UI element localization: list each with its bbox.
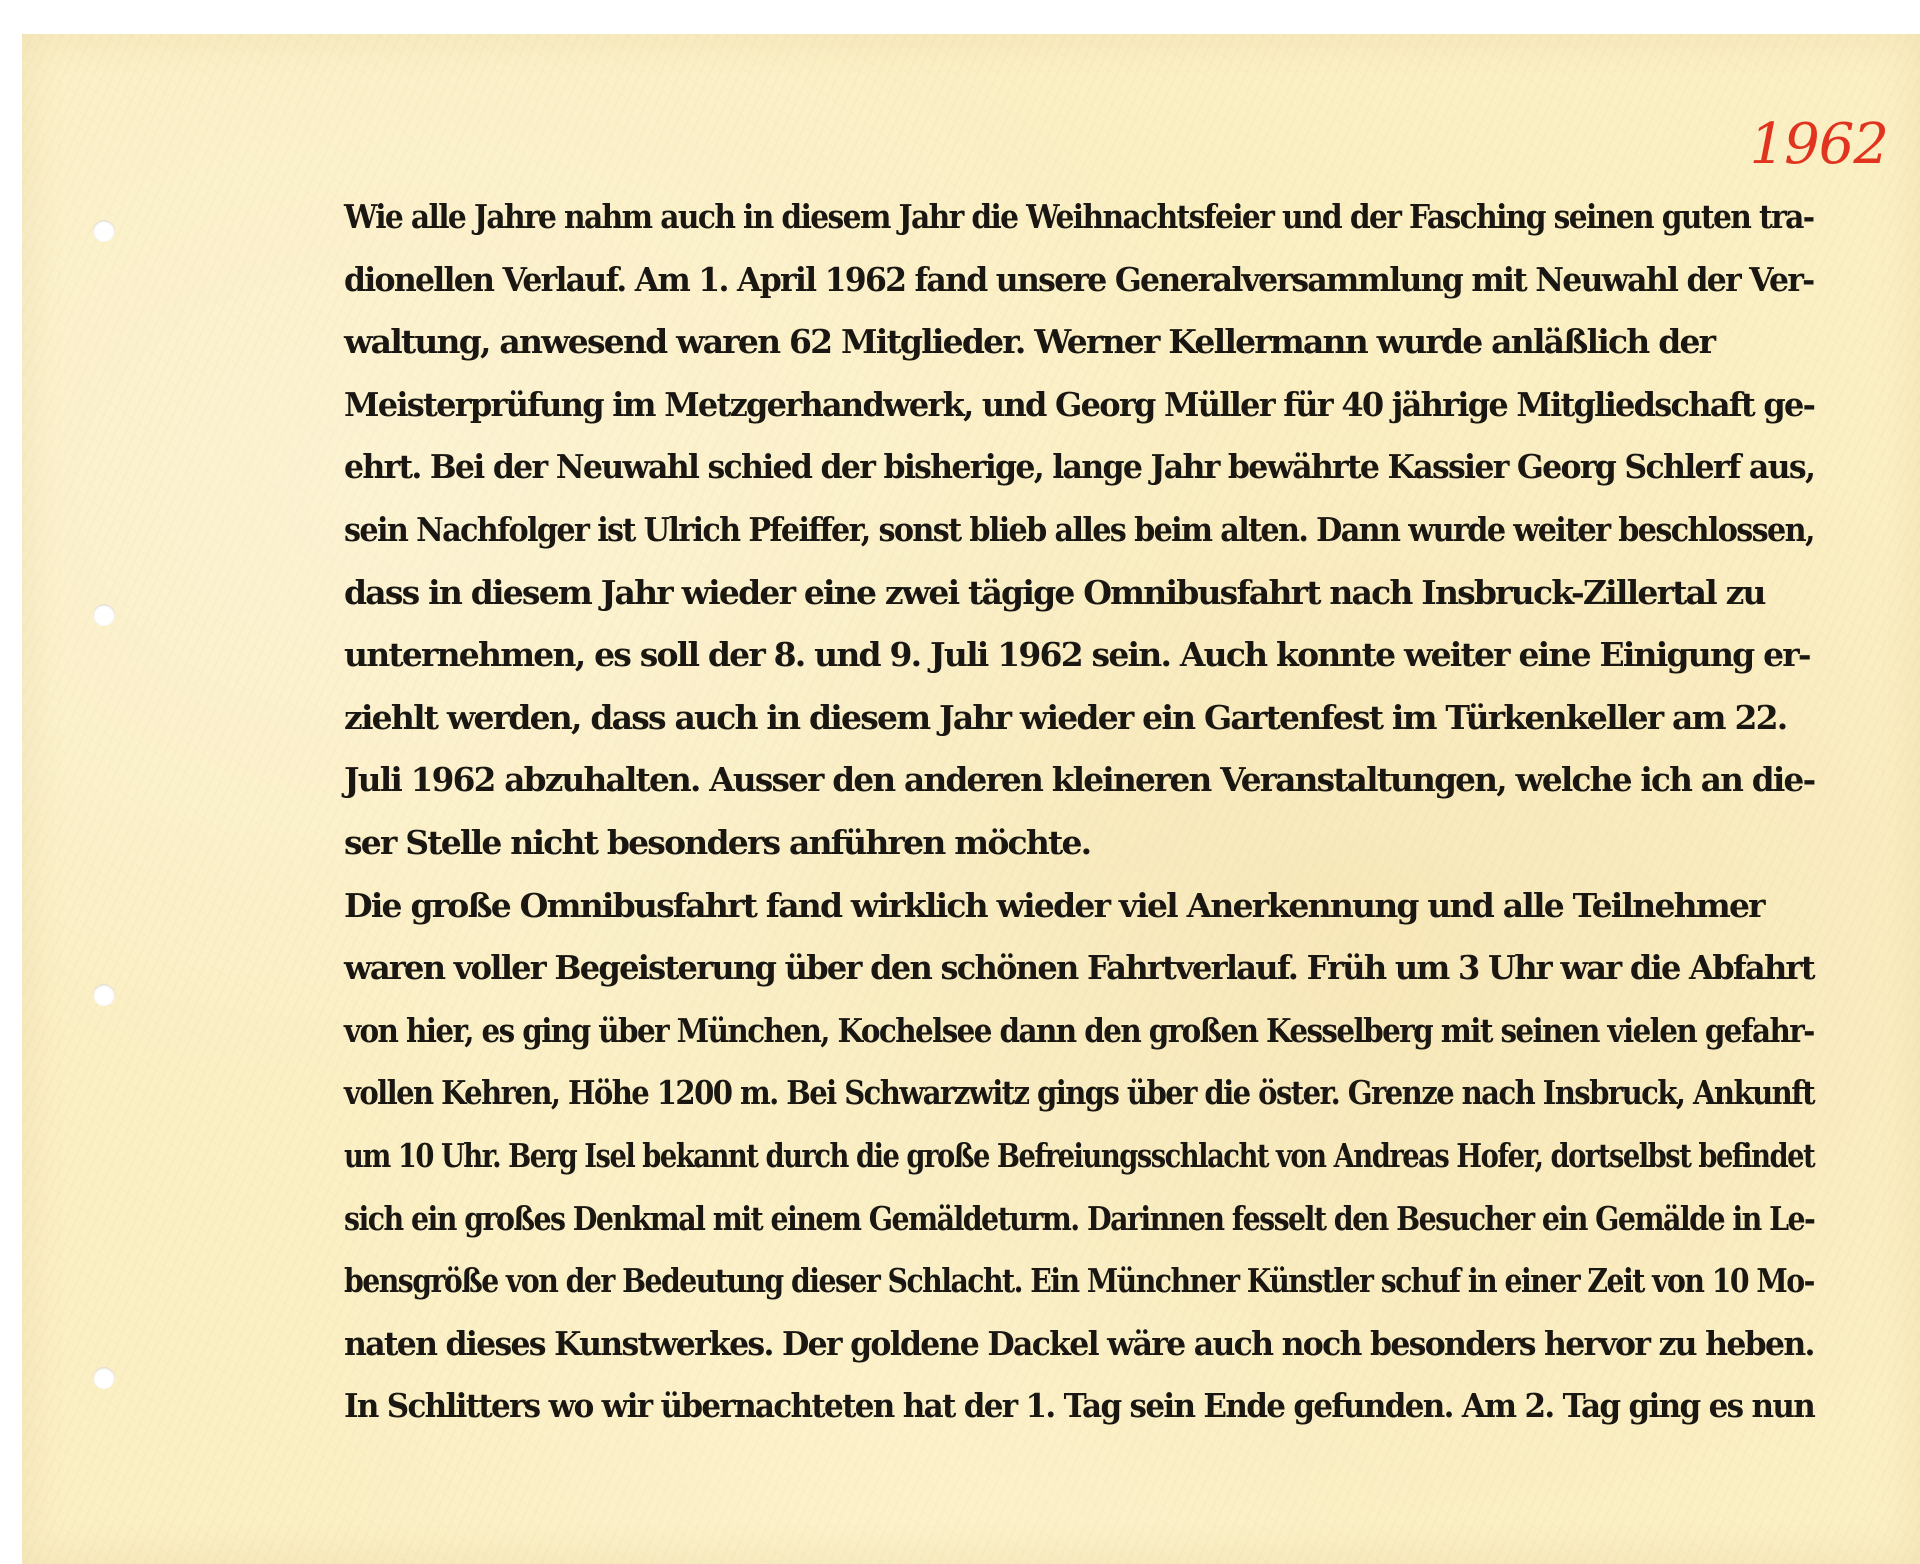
text-line: dass in diesem Jahr wieder eine zwei tägige Omnibusfahrt nach Insbruck-Zillertal zu <box>344 572 1765 612</box>
text-line: In Schlitters wo wir übernachteten hat der 1. Tag sein Ende gefunden. Am 2. Tag ging es nun <box>344 1386 1815 1426</box>
text-line: waltung, anwesend waren 62 Mitglieder. Werner Kellermann wurde anläßlich der <box>344 322 1715 362</box>
text-line: unternehmen, es soll der 8. und 9. Juli 1962 sein. Auch konnte weiter eine Einigung er- <box>344 635 1810 675</box>
text-line: bensgröße von der Bedeutung dieser Schlacht. Ein Münchner Künstler schuf in einer Zeit von 10 Mo- <box>344 1261 1814 1301</box>
punch-hole <box>93 1367 115 1389</box>
text-line: ehrt. Bei der Neuwahl schied der bisherige, lange Jahr bewährte Kassier Georg Schlerf aus, <box>344 447 1815 487</box>
text-line: waren voller Begeisterung über den schönen Fahrtverlauf. Früh um 3 Uhr war die Abfahrt <box>344 948 1814 988</box>
punch-hole <box>93 604 115 626</box>
text-line: Die große Omnibusfahrt fand wirklich wieder viel Anerkennung und alle Teilnehmer <box>344 885 1764 925</box>
text-line: ser Stelle nicht besonders anführen möchte. <box>344 822 1091 862</box>
year-heading: 1962 <box>1749 112 1888 177</box>
text-line: naten dieses Kunstwerkes. Der goldene Dackel wäre auch noch besonders hervor zu heben. <box>344 1323 1814 1363</box>
text-line: ziehlt werden, dass auch in diesem Jahr wieder ein Gartenfest im Türkenkeller am 22. <box>344 697 1787 737</box>
text-line: sich ein großes Denkmal mit einem Gemäldeturm. Darinnen fesselt den Besucher ein Gemälde in Le- <box>344 1198 1815 1238</box>
handwritten-text-block <box>344 186 1814 1438</box>
text-line: Wie alle Jahre nahm auch in diesem Jahr die Weihnachtsfeier und der Fasching seinen guten tra- <box>344 197 1814 236</box>
text-line: dionellen Verlauf. Am 1. April 1962 fand unsere Generalversammlung mit Neuwahl der Ver- <box>344 259 1814 299</box>
text-line: von hier, es ging über München, Kochelsee dann den großen Kesselberg mit seinen vielen gefahr- <box>344 1010 1814 1050</box>
text-line: um 10 Uhr. Berg Isel bekannt durch die große Befreiungsschlacht von Andreas Hofer, dortselbst befindet <box>344 1135 1815 1175</box>
text-line: sein Nachfolger ist Ulrich Pfeiffer, sonst blieb alles beim alten. Dann wurde weiter beschlossen, <box>344 509 1814 549</box>
punch-hole <box>93 220 115 242</box>
paper-sheet <box>22 34 1920 1564</box>
text-line: Meisterprüfung im Metzgerhandwerk, und Georg Müller für 40 jährige Mitgliedschaft ge- <box>344 384 1815 424</box>
text-line: vollen Kehren, Höhe 1200 m. Bei Schwarzwitz gings über die öster. Grenze nach Insbruck, Ankunft <box>344 1073 1815 1113</box>
text-line: Juli 1962 abzuhalten. Ausser den anderen kleineren Veranstaltungen, welche ich an die- <box>344 760 1815 800</box>
punch-hole <box>93 984 115 1006</box>
